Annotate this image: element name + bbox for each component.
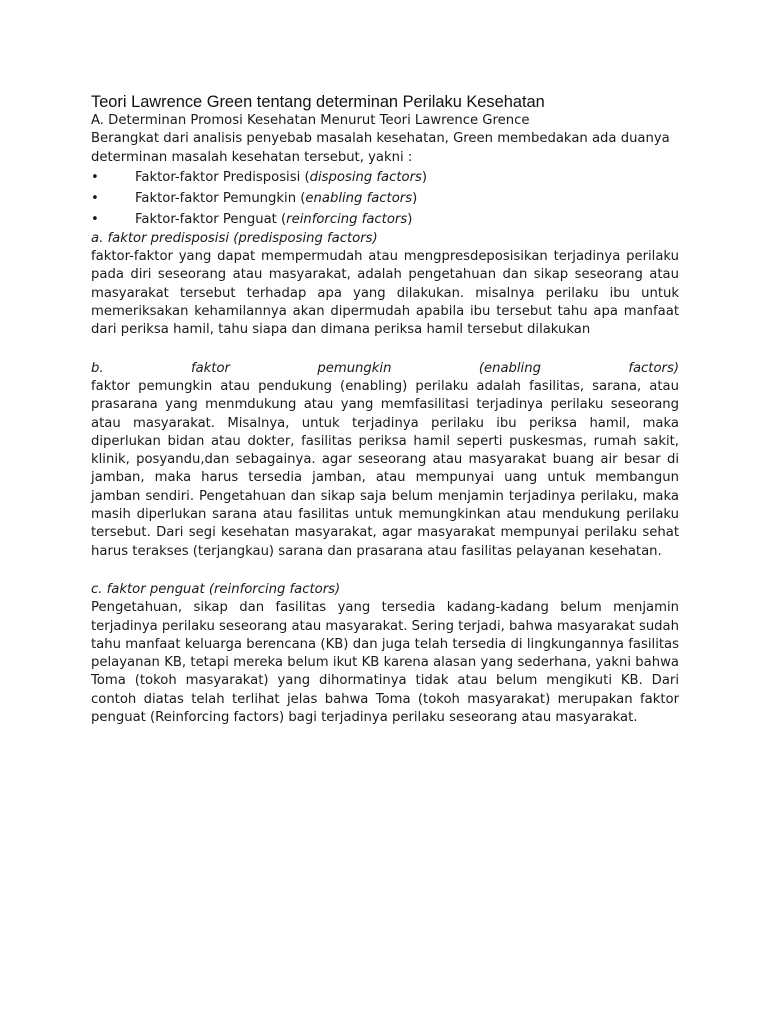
list-item-italic: disposing factors — [309, 169, 422, 185]
list-item-italic: reinforcing factors — [286, 211, 408, 227]
list-item-close: ) — [421, 169, 428, 185]
list-item-close: ) — [407, 211, 413, 227]
bullet-icon: • — [91, 169, 99, 185]
spacer — [91, 340, 679, 360]
spacer — [91, 561, 679, 581]
intro-line-2: determinan masalah kesehatan tersebut, yakni : — [91, 149, 413, 165]
section-a-heading: a. faktor predisposisi (predisposing factors) — [91, 230, 378, 246]
bullet-icon: • — [91, 190, 99, 206]
section-c-heading: c. faktor penguat (reinforcing factors) — [91, 581, 341, 597]
list-item-label: Faktor-faktor Predisposisi ( — [135, 169, 310, 185]
section-b-body: faktor pemungkin atau pendukung (enabling) perilaku adalah fasilitas, sarana, atau prasarana yang menmdukung atau yang memfasilitasi terjadinya perilaku seseorang atau masyarakat. Misalnya, untuk terjadinya perilaku ibu periksa hamil, maka diperlukan bidan atau dokter, fasilitas periksa hamil seperti puskesmas, rumah sakit, klinik, posyandu,dan sebagainya. agar seseorang atau masyarakat buang air besar di jamban, maka harus tersedia jamban, atau mempunyai uang untuk membangun jamban sendiri. Pengetahuan dan sikap saja belum menjamin terjadinya perilaku, maka masih diperlukan sarana atau fasilitas untuk memungkinkan atau mendukung perilaku tersebut. Dari segi kesehatan masyarakat, agar masyarakat mempunyai perilaku sehat harus terakses (terjangkau) sarana dan prasarana atau fasilitas pelayanan kesehatan. — [91, 378, 679, 559]
list-item — [91, 167, 679, 188]
document-subtitle: A. Determinan Promosi Kesehatan Menurut Teori Lawrence Grence — [91, 113, 530, 128]
list-item — [91, 209, 679, 230]
section-c-body: Pengetahuan, sikap dan fasilitas yang tersedia kadang-kadang belum menjamin terjadinya perilaku seseorang atau masyarakat. Sering terjadi, bahwa masyarakat sudah tahu manfaat keluarga berencana (KB) dan juga telah tersedia di lingkungannya fasilitas pelayanan KB, tetapi mereka belum ikut KB karena alasan yang sederhana, yakni bahwa Toma (tokoh masyarakat) yang dihormatinya tidak atau belum mengikuti KB. Dari contoh diatas telah terlihat jelas bahwa Toma (tokoh masyarakat) merupakan faktor penguat (Reinforcing factors) bagi terjadinya perilaku seseorang atau masyarakat. — [91, 600, 679, 726]
list-item-label: Faktor-faktor Penguat ( — [135, 211, 287, 227]
section-a-body: faktor-faktor yang dapat mempermudah atau mengpresdeposisikan terjadinya perilaku pada diri seseorang atau masyarakat, adalah pengetahuan dan sikap seseorang atau masyarakat tersebut terhadap apa yang dilakukan. misalnya perilaku ibu untuk memeriksakan kehamilannya akan dipermudah apabila ibu tersebut tahu apa manfaat dari periksa hamil, tahu siapa dan dimana periksa hamil tersebut dilakukan — [91, 249, 679, 338]
intro-line-1: Berangkat dari analisis penyebab masalah kesehatan, Green membedakan ada duanya — [91, 131, 670, 147]
section-b-heading: b. faktor pemungkin (enabling factors) — [91, 360, 679, 376]
document-page — [91, 92, 679, 727]
document-title: Teori Lawrence Green tentang determinan Perilaku Kesehatan — [91, 93, 545, 111]
factor-list — [91, 167, 679, 230]
list-item-close: ) — [412, 190, 418, 206]
bullet-icon: • — [91, 211, 99, 227]
list-item-italic: enabling factors — [305, 190, 413, 206]
list-item — [91, 188, 679, 209]
list-item-label: Faktor-faktor Pemungkin ( — [135, 190, 306, 206]
